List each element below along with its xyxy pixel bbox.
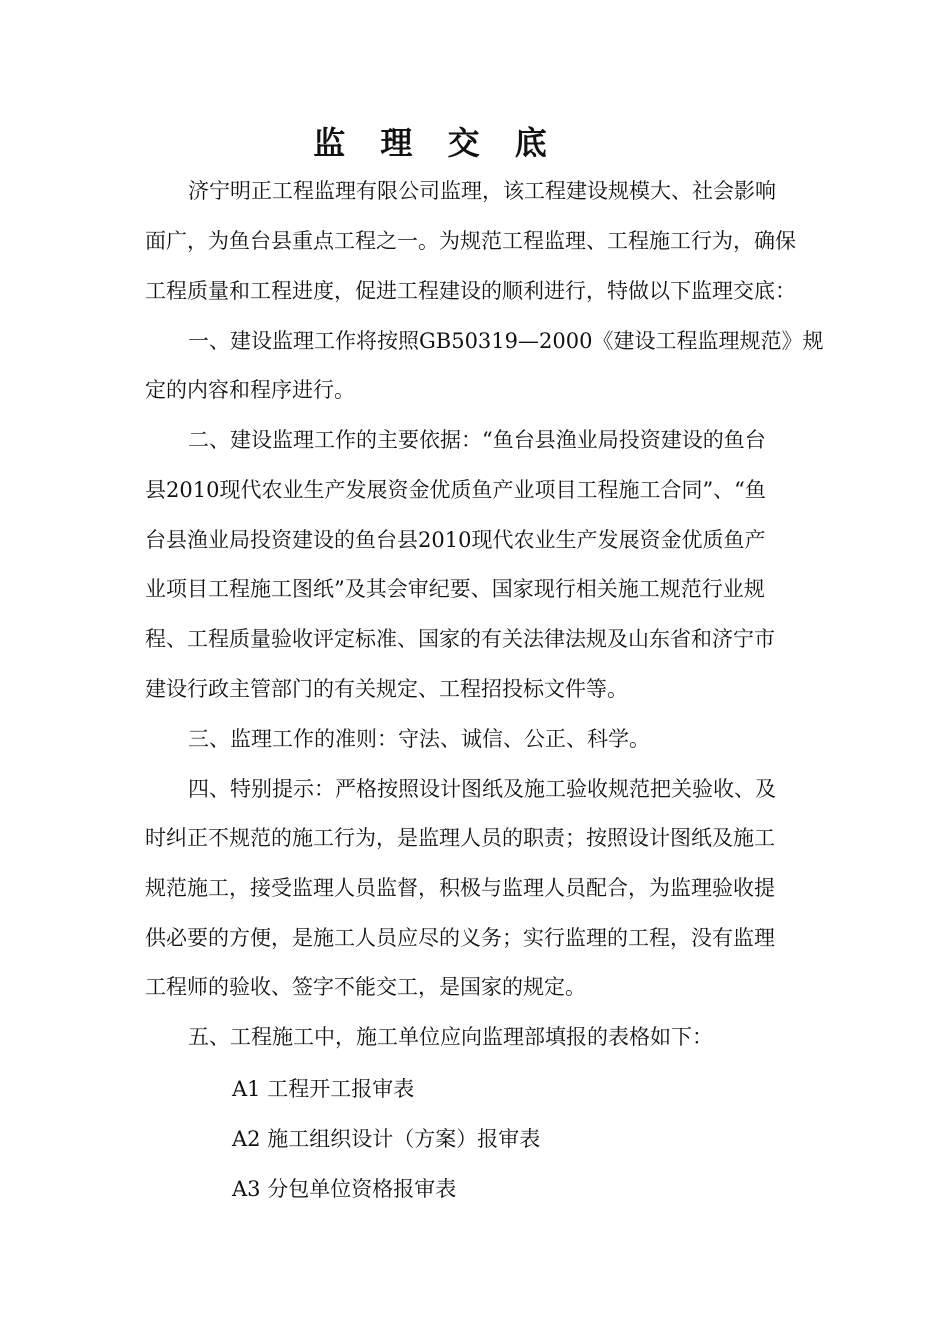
- form-list-item: A1 工程开工报审表: [232, 1077, 415, 1101]
- paragraph-line: 程、工程质量验收评定标准、国家的有关法律法规及山东省和济宁市: [145, 627, 775, 651]
- paragraph-line: 业项目工程施工图纸”及其会审纪要、国家现行相关施工规范行业规: [145, 577, 765, 601]
- paragraph-line: 二、建设监理工作的主要依据：“鱼台县渔业局投资建设的鱼台: [188, 428, 766, 452]
- paragraph-line: 一、建设监理工作将按照GB50319—2000《建设工程监理规范》规: [188, 329, 824, 353]
- paragraph-line: 面广，为鱼台县重点工程之一。为规范工程监理、工程施工行为，确保: [145, 229, 796, 253]
- paragraph-line: 四、特别提示：严格按照设计图纸及施工验收规范把关验收、及: [188, 777, 776, 801]
- paragraph-line: 三、监理工作的准则：守法、诚信、公正、科学。: [188, 727, 650, 751]
- paragraph-line: 建设行政主管部门的有关规定、工程招投标文件等。: [145, 677, 628, 701]
- form-list-item: A2 施工组织设计（方案）报审表: [232, 1127, 541, 1151]
- paragraph-line: 工程质量和工程进度，促进工程建设的顺利进行，特做以下监理交底：: [145, 279, 796, 303]
- paragraph-line: 定的内容和程序进行。: [145, 378, 355, 402]
- paragraph-line: 县2010现代农业生产发展资金优质鱼产业项目工程施工合同”、“鱼: [145, 478, 766, 502]
- paragraph-line: 供必要的方便，是施工人员应尽的义务；实行监理的工程，没有监理: [145, 926, 775, 950]
- paragraph-line: 济宁明正工程监理有限公司监理，该工程建设规模大、社会影响: [188, 179, 776, 203]
- paragraph-line: 五、工程施工中，施工单位应向监理部填报的表格如下：: [188, 1025, 713, 1049]
- form-list-item: A3 分包单位资格报审表: [232, 1177, 457, 1201]
- paragraph-line: 台县渔业局投资建设的鱼台县2010现代农业生产发展资金优质鱼产: [145, 528, 766, 552]
- document-title: 监 理 交 底: [313, 124, 559, 162]
- paragraph-line: 工程师的验收、签字不能交工，是国家的规定。: [145, 975, 586, 999]
- paragraph-line: 规范施工，接受监理人员监督，积极与监理人员配合，为监理验收提: [145, 876, 775, 900]
- paragraph-line: 时纠正不规范的施工行为，是监理人员的职责；按照设计图纸及施工: [145, 826, 775, 850]
